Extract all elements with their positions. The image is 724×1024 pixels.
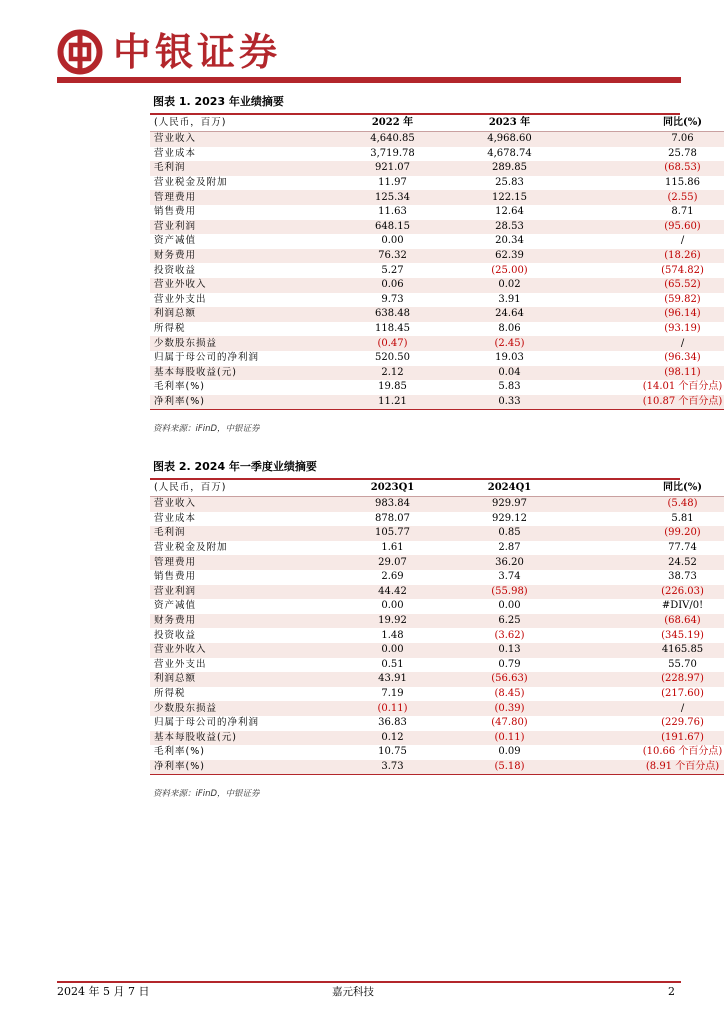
footer-date: 2024 年 5 月 7 日 — [57, 985, 150, 998]
table-cell: (191.67) — [568, 731, 724, 746]
table-cell: 0.00 — [334, 643, 451, 658]
table-cell: 11.97 — [378, 177, 407, 189]
column-header-yoy: 同比(%) — [568, 480, 724, 497]
table-cell: 0.02 — [451, 278, 568, 293]
row-label: 资产减值 — [154, 600, 197, 612]
table-row — [150, 322, 724, 337]
row-label: 归属于母公司的净利润 — [154, 717, 260, 729]
row-label: 营业利润 — [150, 585, 334, 600]
table-cell: (8.45) — [494, 688, 525, 700]
table-cell: 11.21 — [334, 395, 451, 410]
table-row — [150, 512, 724, 527]
table-cell: 25.83 — [495, 177, 524, 189]
figure-1-title: 图表 1. 2023 年业绩摘要 — [153, 95, 284, 108]
column-header-unit: (人民币，百万) — [150, 115, 334, 132]
row-label: 财务费用 — [150, 614, 334, 629]
row-label: 利润总额 — [150, 672, 334, 687]
row-label: 少数股东损益 — [150, 336, 334, 351]
table-cell: (0.39) — [451, 701, 568, 716]
table-cell: 12.64 — [495, 206, 524, 218]
table-cell: / — [568, 336, 724, 351]
table-cell: 28.53 — [451, 220, 568, 235]
table-cell: (8.91 个百分点) — [568, 760, 724, 775]
row-label: 基本每股收益(元) — [150, 366, 334, 381]
table-cell: 38.73 — [668, 571, 697, 583]
table-row — [150, 278, 724, 293]
table-cell: 9.73 — [381, 293, 404, 305]
table-cell: (0.47) — [334, 336, 451, 351]
table-cell: 0.00 — [381, 235, 404, 247]
table-row — [150, 599, 724, 614]
table-cell: (18.26) — [568, 249, 724, 264]
row-label: 资产减值 — [154, 235, 197, 247]
table-cell: 2.69 — [381, 571, 404, 583]
row-label: 管理费用 — [150, 555, 334, 570]
row-label: 基本每股收益(元) — [150, 731, 334, 746]
table-cell: (0.11) — [334, 701, 451, 716]
row-label: 营业利润 — [150, 220, 334, 235]
table-row — [150, 643, 724, 658]
table-row — [150, 628, 724, 643]
table-cell: 2.12 — [334, 366, 451, 381]
row-label: 营业外收入 — [150, 278, 334, 293]
table-row — [150, 541, 724, 556]
table-cell: 6.25 — [451, 614, 568, 629]
bank-of-china-logo-icon — [57, 29, 103, 75]
table-cell: 43.91 — [334, 672, 451, 687]
figure-2-source: 资料来源：iFinD，中银证券 — [153, 789, 260, 800]
table-row — [150, 526, 724, 541]
table-cell: 122.15 — [451, 190, 568, 205]
table-row — [150, 234, 724, 249]
table-cell: (59.82) — [664, 293, 701, 305]
table-cell: (2.55) — [568, 190, 724, 205]
table-cell: (574.82) — [661, 264, 704, 276]
figure-1 — [150, 95, 723, 435]
row-label: 营业外支出 — [154, 658, 207, 670]
column-header-unit: (人民币，百万) — [150, 480, 334, 497]
table-row — [150, 585, 724, 600]
table-cell: 20.34 — [495, 235, 524, 247]
table-row — [150, 249, 724, 264]
table-cell: 24.52 — [568, 555, 724, 570]
table-cell: 1.48 — [381, 629, 404, 641]
column-header-2024q1: 2024Q1 — [451, 480, 568, 497]
footer-rule — [57, 981, 681, 983]
table-cell: 4,678.74 — [487, 147, 532, 159]
table-cell: 4165.85 — [568, 643, 724, 658]
table-cell: 1.61 — [381, 542, 404, 554]
figure-1-source: 资料来源：iFinD，中银证券 — [153, 424, 260, 435]
table-cell: 55.70 — [668, 658, 697, 670]
table-cell: 3.91 — [498, 293, 521, 305]
table-cell: 3.74 — [498, 571, 521, 583]
row-label: 销售费用 — [154, 206, 197, 218]
table-row — [150, 293, 724, 308]
table-cell: (10.66 个百分点) — [642, 746, 723, 758]
row-label: 少数股东损益 — [150, 701, 334, 716]
table-cell: 44.42 — [334, 585, 451, 600]
figure-1-table — [150, 115, 724, 410]
table-cell: 11.63 — [378, 206, 407, 218]
table-cell: 115.86 — [665, 177, 700, 189]
table-row — [150, 336, 724, 351]
table-cell: 0.51 — [381, 658, 404, 670]
row-label: 营业成本 — [154, 147, 197, 159]
column-header-2023q1: 2023Q1 — [334, 480, 451, 497]
table-cell: 4,640.85 — [334, 132, 451, 147]
column-header-2022: 2022 年 — [334, 115, 451, 132]
table-cell: 921.07 — [334, 161, 451, 176]
table-cell: (14.01 个百分点) — [642, 381, 723, 393]
table-cell: (68.53) — [568, 161, 724, 176]
table-row — [150, 190, 724, 205]
figure-1-table-body — [150, 132, 724, 410]
table-cell: 7.06 — [568, 132, 724, 147]
table-cell: 5.81 — [671, 512, 694, 524]
table-cell: 19.92 — [334, 614, 451, 629]
row-label: 营业外收入 — [150, 643, 334, 658]
table-row — [150, 701, 724, 716]
row-label: 所得税 — [154, 323, 186, 335]
table-cell: (10.87 个百分点) — [568, 395, 724, 410]
table-cell: (95.60) — [568, 220, 724, 235]
table-cell: 0.00 — [381, 600, 404, 612]
table-cell: 929.97 — [451, 497, 568, 512]
figure-2-table — [150, 480, 724, 775]
table-cell: 0.13 — [451, 643, 568, 658]
table-row — [150, 132, 724, 147]
table-cell: (217.60) — [661, 688, 704, 700]
table-row — [150, 147, 724, 162]
table-row — [150, 672, 724, 687]
row-label: 投资收益 — [154, 264, 197, 276]
table-cell: 5.83 — [498, 381, 521, 393]
table-row — [150, 395, 724, 410]
header-rule — [57, 77, 681, 83]
table-row — [150, 380, 724, 395]
table-cell: (68.64) — [568, 614, 724, 629]
row-label: 归属于母公司的净利润 — [154, 352, 260, 364]
row-label: 毛利润 — [150, 161, 334, 176]
column-header-yoy: 同比(%) — [568, 115, 724, 132]
table-cell: 62.39 — [451, 249, 568, 264]
table-cell: 29.07 — [334, 555, 451, 570]
table-row — [150, 658, 724, 673]
figure-2-table-body — [150, 497, 724, 775]
table-row — [150, 307, 724, 322]
table-cell: 878.07 — [375, 512, 410, 524]
page-number: 2 — [668, 985, 675, 998]
row-label: 毛利润 — [150, 526, 334, 541]
table-cell: 289.85 — [451, 161, 568, 176]
row-label: 所得税 — [154, 688, 186, 700]
table-cell: 77.74 — [668, 542, 697, 554]
row-label: 营业收入 — [150, 497, 334, 512]
table-cell: 0.33 — [451, 395, 568, 410]
table-row — [150, 176, 724, 191]
table-row — [150, 366, 724, 381]
table-cell: / — [680, 235, 685, 247]
table-cell: 125.34 — [334, 190, 451, 205]
table-row — [150, 497, 724, 512]
table-row — [150, 687, 724, 702]
table-cell: (55.98) — [451, 585, 568, 600]
table-cell: 19.85 — [378, 381, 407, 393]
table-cell: (5.18) — [451, 760, 568, 775]
table-row — [150, 161, 724, 176]
table-cell: 648.15 — [334, 220, 451, 235]
figure-2-title: 图表 2. 2024 年一季度业绩摘要 — [153, 460, 317, 473]
table-cell: 638.48 — [334, 307, 451, 322]
table-cell: 4,968.60 — [451, 132, 568, 147]
table-row — [150, 220, 724, 235]
table-cell: 118.45 — [375, 323, 410, 335]
table-cell: (226.03) — [568, 585, 724, 600]
column-header-2023: 2023 年 — [451, 115, 568, 132]
row-label: 净利率(%) — [150, 395, 334, 410]
table-cell: 7.19 — [381, 688, 404, 700]
table-cell: 5.27 — [381, 264, 404, 276]
table-cell: 520.50 — [375, 352, 410, 364]
row-label: 营业外支出 — [154, 293, 207, 305]
table-cell: (56.63) — [451, 672, 568, 687]
row-label: 净利率(%) — [150, 760, 334, 775]
table-cell: (96.34) — [664, 352, 701, 364]
table-row — [150, 614, 724, 629]
table-cell: (25.00) — [491, 264, 528, 276]
row-label: 管理费用 — [150, 190, 334, 205]
table-cell: 8.71 — [671, 206, 694, 218]
table-cell: / — [568, 701, 724, 716]
table-row — [150, 351, 724, 366]
table-header-row — [150, 480, 724, 497]
table-cell: (3.62) — [494, 629, 525, 641]
table-cell: 0.00 — [498, 600, 521, 612]
row-label: 营业收入 — [150, 132, 334, 147]
table-row — [150, 745, 724, 760]
figure-2 — [150, 460, 723, 800]
table-cell: 105.77 — [334, 526, 451, 541]
table-cell: 76.32 — [334, 249, 451, 264]
table-row — [150, 716, 724, 731]
footer-company: 嘉元科技 — [332, 986, 374, 998]
table-cell: 10.75 — [378, 746, 407, 758]
row-label: 销售费用 — [154, 571, 197, 583]
table-cell: 24.64 — [451, 307, 568, 322]
table-cell: 0.79 — [498, 658, 521, 670]
table-cell: (5.48) — [568, 497, 724, 512]
table-cell: (65.52) — [568, 278, 724, 293]
row-label: 财务费用 — [150, 249, 334, 264]
table-cell: 929.12 — [492, 512, 527, 524]
table-cell: 0.06 — [334, 278, 451, 293]
row-label: 营业成本 — [154, 512, 197, 524]
table-cell: 0.09 — [498, 746, 521, 758]
table-row — [150, 570, 724, 585]
table-cell: (2.45) — [451, 336, 568, 351]
row-label: 营业税金及附加 — [154, 177, 228, 189]
row-label: 毛利率(%) — [154, 381, 205, 393]
table-cell: 25.78 — [668, 147, 697, 159]
table-row — [150, 555, 724, 570]
table-cell: 36.83 — [378, 717, 407, 729]
table-row — [150, 263, 724, 278]
table-cell: 3,719.78 — [370, 147, 415, 159]
table-cell: 8.06 — [498, 323, 521, 335]
table-header-row — [150, 115, 724, 132]
table-cell: (96.14) — [568, 307, 724, 322]
table-cell: (228.97) — [568, 672, 724, 687]
table-cell: 19.03 — [495, 352, 524, 364]
table-cell: (99.20) — [568, 526, 724, 541]
table-cell: (47.80) — [491, 717, 528, 729]
table-cell: 983.84 — [334, 497, 451, 512]
table-cell: #DIV/0! — [661, 600, 704, 612]
table-cell: 0.85 — [451, 526, 568, 541]
table-cell: (93.19) — [664, 323, 701, 335]
table-cell: (98.11) — [568, 366, 724, 381]
row-label: 利润总额 — [150, 307, 334, 322]
row-label: 投资收益 — [154, 629, 197, 641]
row-label: 毛利率(%) — [154, 746, 205, 758]
table-cell: 2.87 — [498, 542, 521, 554]
table-cell: (0.11) — [451, 731, 568, 746]
brand-name: 中银证券 — [113, 30, 282, 74]
table-cell: 0.04 — [451, 366, 568, 381]
table-row — [150, 731, 724, 746]
table-cell: (229.76) — [661, 717, 704, 729]
table-cell: (345.19) — [661, 629, 704, 641]
table-cell: 0.12 — [334, 731, 451, 746]
table-cell: 3.73 — [334, 760, 451, 775]
row-label: 营业税金及附加 — [154, 542, 228, 554]
table-cell: 36.20 — [451, 555, 568, 570]
table-row — [150, 205, 724, 220]
table-row — [150, 760, 724, 775]
